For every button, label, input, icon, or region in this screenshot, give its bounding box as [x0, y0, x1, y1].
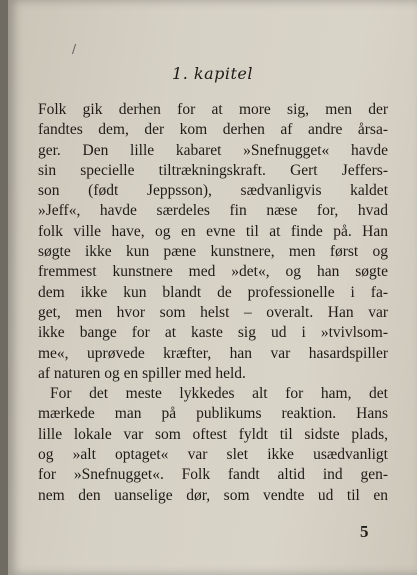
text-line: for »Snefnugget«. Folk fandt altid ind gen-	[38, 466, 388, 484]
text-line: me«, uprøvede kræfter, han var hasardspiller	[38, 344, 388, 362]
text-line: For det meste lykkedes alt for ham, det	[50, 385, 388, 403]
text-line: lille lokale var som oftest fyldt til sidste plads,	[38, 425, 388, 443]
text-line: nem den uanselige dør, som vendte ud til en	[38, 486, 388, 504]
text-line: get, men hvor som helst – overalt. Han var	[38, 303, 388, 321]
text-line: ger. Den lille kabaret »Snefnugget« havde	[38, 141, 388, 159]
body-text	[38, 100, 388, 506]
text-line: fandtes dem, der kom derhen af andre årsa-	[38, 121, 388, 139]
text-line: søgte ikke kun pæne kunstnere, men først og	[38, 243, 388, 261]
text-line: Folk gik derhen for at more sig, men der	[38, 101, 388, 118]
margin-mark: /	[72, 42, 77, 56]
text-line: af naturen og en spiller med held.	[38, 364, 246, 382]
text-line: »Jeff«, havde særdeles fin næse for, hvad	[38, 202, 388, 220]
text-line: folk ville have, og en evne til at finde på. Han	[38, 222, 388, 240]
text-line: son (født Jeppsson), sædvanligvis kaldet	[38, 182, 388, 200]
paragraph	[38, 100, 388, 384]
text-line: mærkede man på publikums reaktion. Hans	[38, 405, 388, 423]
text-line: og »alt optaget« var slet ikke usædvanligt	[38, 446, 388, 464]
text-line: ikke bange for at kaste sig ud i »tvivlsom-	[38, 324, 388, 342]
book-page	[8, 0, 417, 575]
paragraph	[38, 384, 388, 506]
text-line: fremmest kunstnere med »det«, og han søgte	[38, 263, 388, 281]
text-line: dem ikke kun blandt de professionelle i fa-	[38, 283, 388, 301]
page-number: 5	[360, 522, 369, 541]
chapter-title: 1. kapitel	[172, 64, 253, 83]
text-line: sin specielle tiltrækningskraft. Gert Jeffers-	[38, 161, 388, 179]
